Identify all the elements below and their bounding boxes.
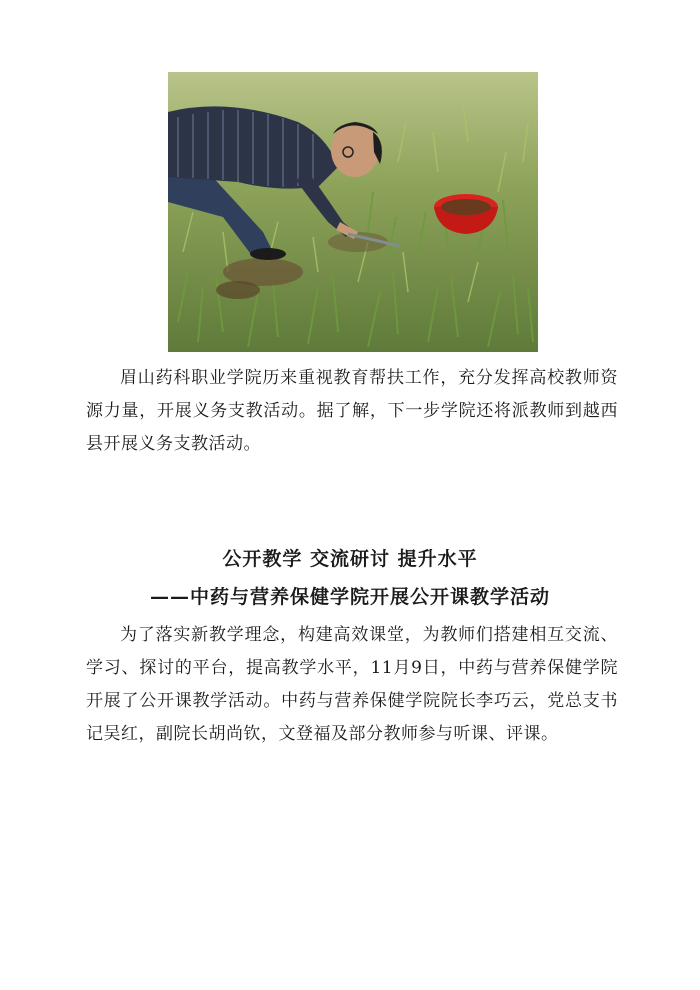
article-subtitle: ——中药与营养保健学院开展公开课教学活动 — [149, 586, 550, 608]
field-work-photo — [168, 72, 538, 352]
intro-paragraph: 眉山药科职业学院历来重视教育帮扶工作，充分发挥高校教师资源力量，开展义务支教活动。据了解，下一步学院还将派教师到越西县开展义务支教活动。 — [86, 368, 618, 454]
article-title: 公开教学 交流研讨 提升水平 — [222, 548, 478, 570]
article-body: 为了落实新教学理念，构建高效课堂，为教师们搭建相互交流、学习、探讨的平台，提高教学水平，11月9日，中药与营养保健学院开展了公开课教学活动。中药与营养保健学院院长李巧云，党总支书记吴红，副院长胡尚钦，文登福及部分教师参与听课、评课。 — [86, 625, 618, 744]
